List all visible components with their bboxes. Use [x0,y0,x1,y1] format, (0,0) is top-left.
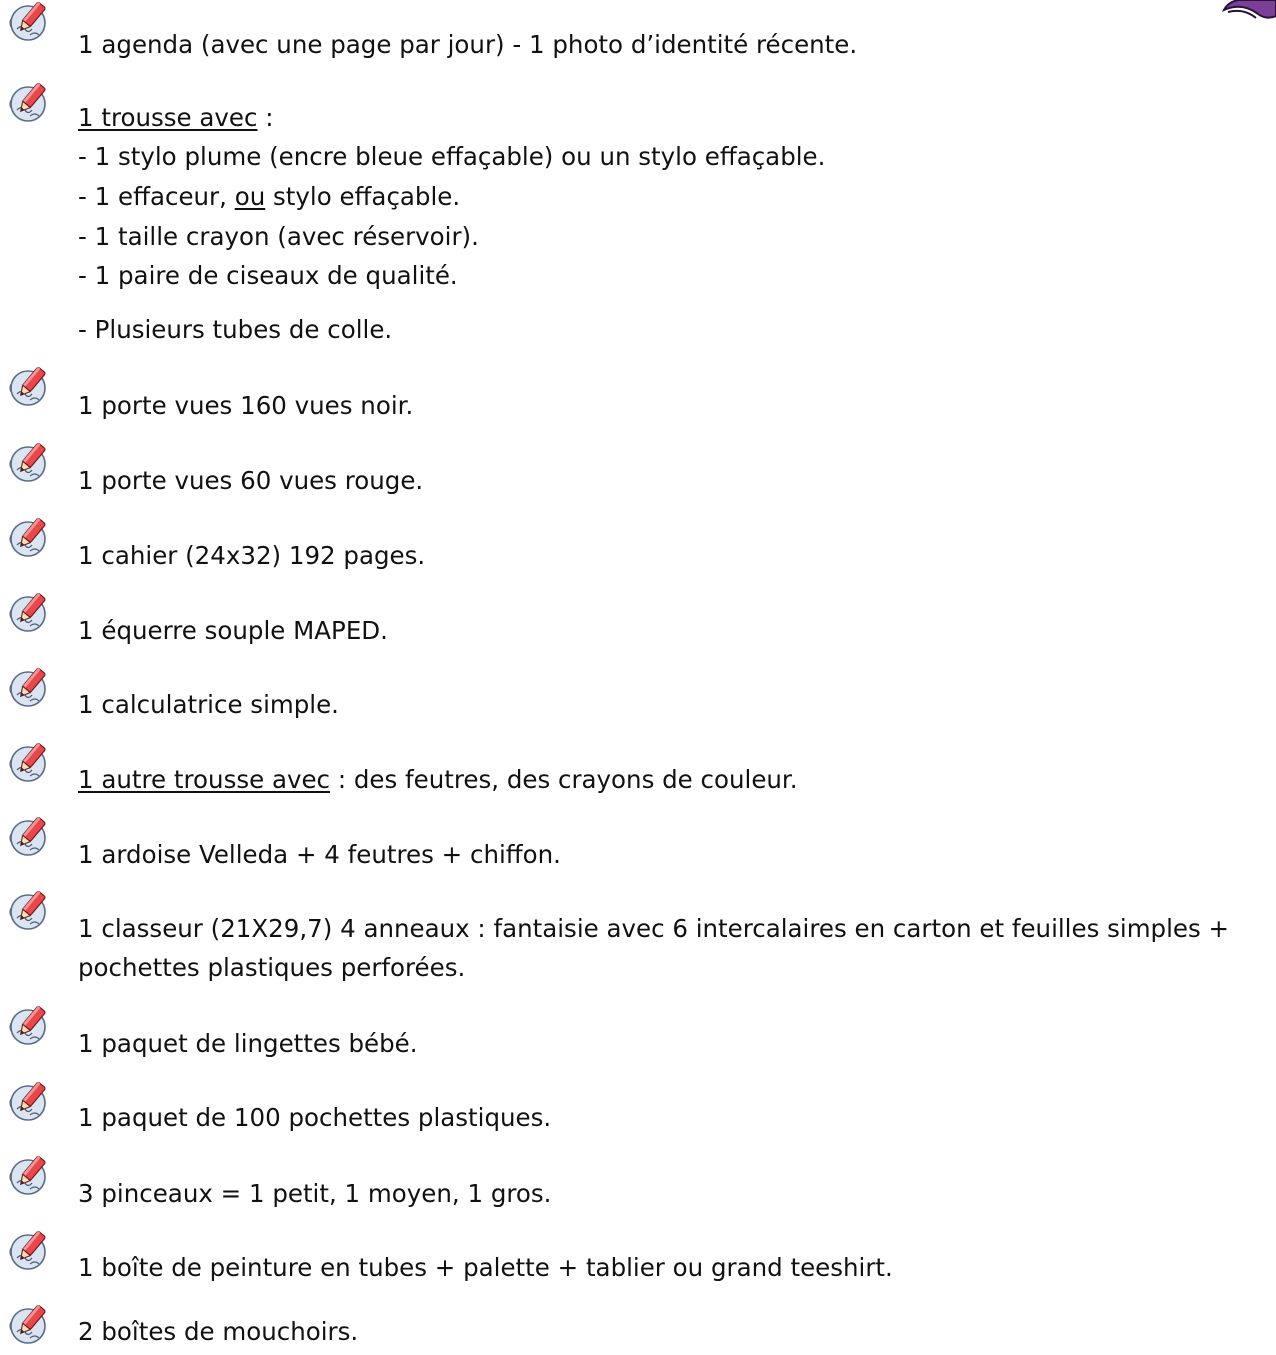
sub-item-text: - 1 paire de ciseaux de qualité. [78,261,458,290]
item-text: 1 paquet de 100 pochettes plastiques. [78,1103,552,1132]
item-text: 3 pinceaux = 1 petit, 1 moyen, 1 gros. [78,1179,552,1208]
pencil-icon [8,814,50,860]
item-text: 1 agenda (avec une page par jour) - 1 photo d’identité récente. [78,30,858,59]
sub-item-text: - 1 taille crayon (avec réservoir). [78,222,479,251]
item-heading-underlined: 1 trousse avec [78,103,258,132]
sub-item-pre: - 1 effaceur, [78,182,235,211]
pencil-icon [8,888,50,934]
sub-item-underlined: ou [234,182,266,211]
item-text: 1 ardoise Velleda + 4 feutres + chiffon. [78,840,561,869]
sub-item-text: - Plusieurs tubes de colle. [78,315,393,344]
sub-item-text [78,178,460,216]
item-text: 1 cahier (24x32) 192 pages. [78,541,426,570]
item-text-underlined: 1 autre trousse avec [78,765,331,794]
pencil-icon [8,1079,50,1125]
corner-clipart [1218,0,1276,22]
item-text: 1 paquet de lingettes bébé. [78,1029,418,1058]
item-heading [78,99,274,137]
item-text [78,761,798,799]
item-text-line: pochettes plastiques perforées. [78,953,466,982]
pencil-icon [8,740,50,786]
pencil-icon [8,1302,50,1348]
sub-item-text: - 1 stylo plume (encre bleue effaçable) ou un stylo effaçable. [78,142,826,171]
pencil-icon [8,1153,50,1199]
item-text: 1 porte vues 160 vues noir. [78,391,414,420]
pencil-icon [8,364,50,410]
sub-item-post: stylo effaçable. [265,182,461,211]
pencil-icon [8,80,50,126]
item-text-rest: : des feutres, des crayons de couleur. [330,765,798,794]
pencil-icon [8,590,50,636]
item-text: 1 boîte de peinture en tubes + palette + tablier ou grand teeshirt. [78,1253,893,1282]
item-text: 1 porte vues 60 vues rouge. [78,466,424,495]
item-text: 2 boîtes de mouchoirs. [78,1317,359,1346]
item-text: 1 équerre souple MAPED. [78,616,388,645]
pencil-icon [8,440,50,486]
pencil-icon [8,515,50,561]
item-text: 1 calculatrice simple. [78,690,339,719]
pencil-icon [8,1228,50,1274]
item-heading-rest: : [257,103,274,132]
pencil-icon [8,0,50,45]
pencil-icon [8,1003,50,1049]
item-text-line: 1 classeur (21X29,7) 4 anneaux : fantaisie avec 6 intercalaires en carton et feuilles simples + [78,914,1230,943]
pencil-icon [8,665,50,711]
